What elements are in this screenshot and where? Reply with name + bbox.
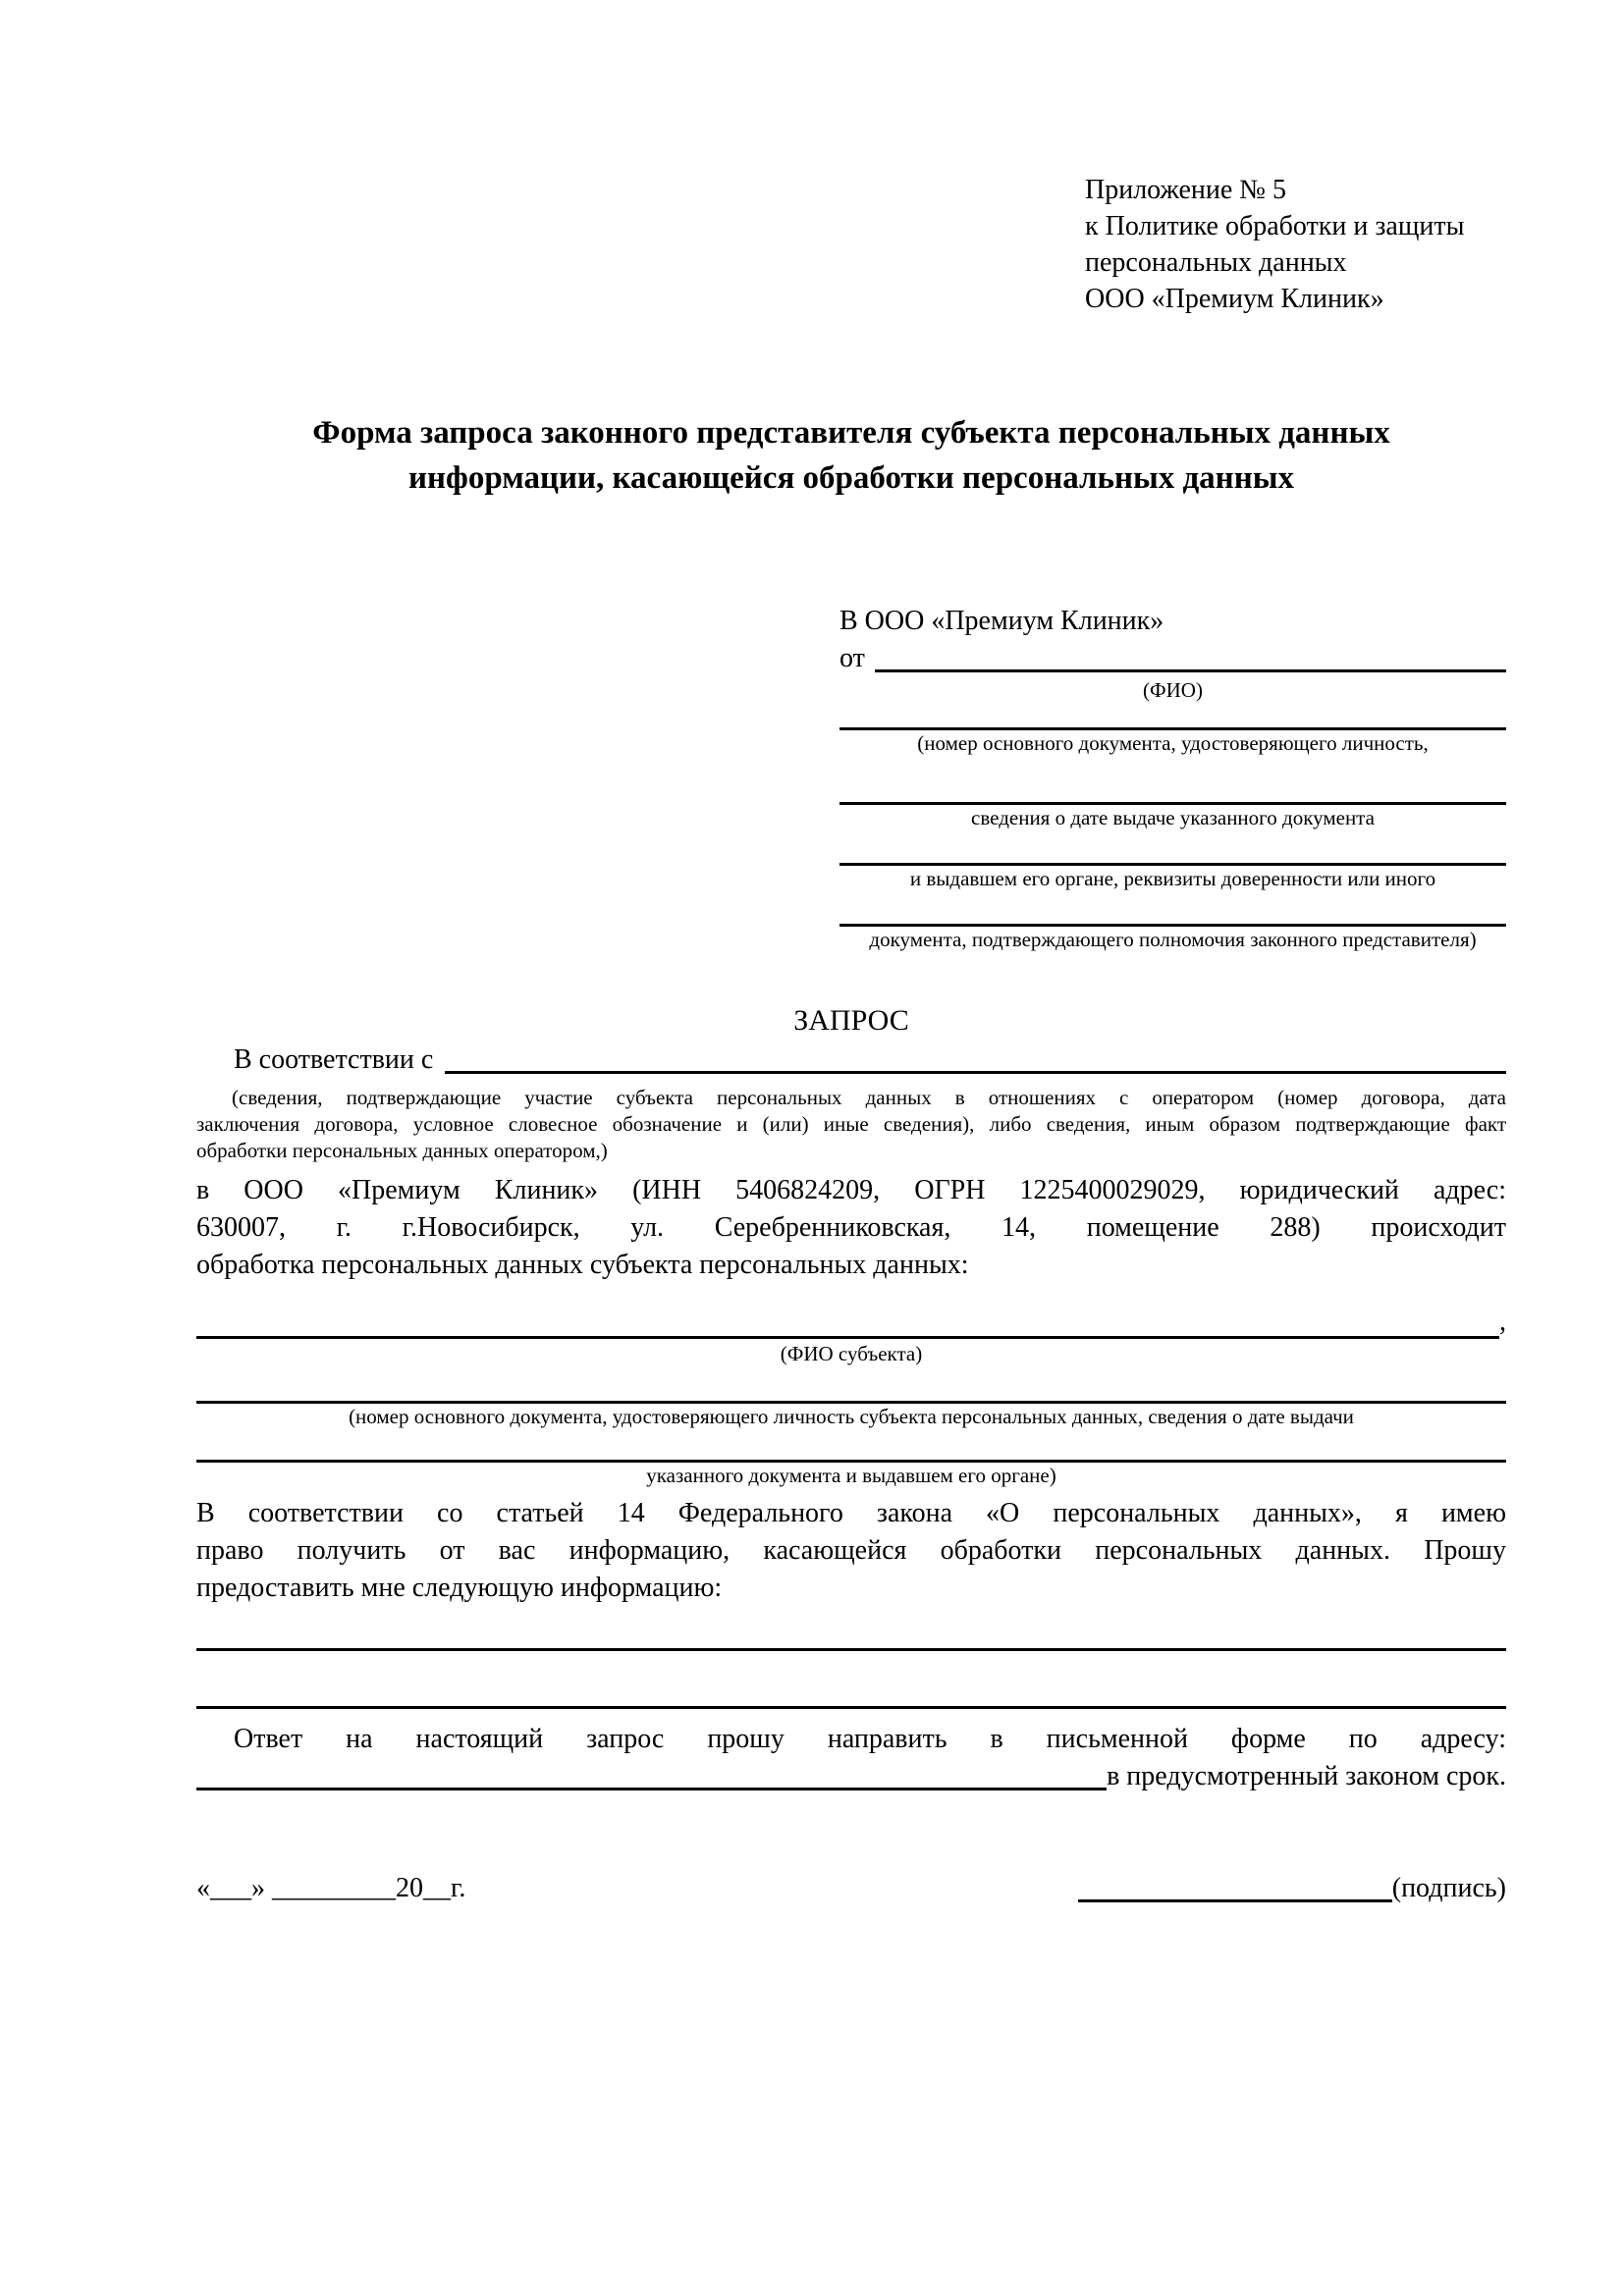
request-heading: ЗАПРОС xyxy=(793,1004,909,1037)
subject-doc-caption: указанного документа и выдавшем его органе) xyxy=(646,1464,1056,1487)
rights-paragraph xyxy=(196,1495,1506,1607)
addressee-to: В ООО «Премиум Клиник» xyxy=(839,606,1164,636)
field-group xyxy=(839,757,1506,831)
fill-line-subject-fio xyxy=(196,1336,1499,1339)
subject-doc-group xyxy=(196,1430,1506,1489)
intro-caption xyxy=(196,1085,1506,1164)
signature-group xyxy=(1078,1870,1506,1907)
fill-line-issuing-authority xyxy=(839,831,1506,866)
subject-fio-caption: (ФИО субъекта) xyxy=(780,1342,923,1365)
fill-line-doc-number xyxy=(839,704,1506,730)
fill-line-requested-info-2 xyxy=(196,1651,1506,1709)
rights-paragraph-line: В соответствии со статьей 14 Федерального закона «О персональных данных», я имею xyxy=(196,1498,1506,1528)
fill-line-signature xyxy=(1078,1899,1392,1902)
date-blank: «___» _________20__г. xyxy=(196,1873,466,1903)
field-group xyxy=(839,831,1506,892)
reply-address-row xyxy=(196,1758,1506,1795)
fill-line-subject-doc-issuer xyxy=(196,1430,1506,1463)
field-group xyxy=(839,704,1506,757)
operator-paragraph-line: обработка персональных данных субъекта персональных данных: xyxy=(196,1250,969,1280)
intro-row xyxy=(196,1041,1506,1079)
subject-line-suffix: , xyxy=(1499,1307,1506,1337)
subject-fio-row xyxy=(196,1304,1506,1341)
field-caption: (номер основного документа, удостоверяющего личность, xyxy=(917,731,1429,755)
operator-paragraph xyxy=(196,1172,1506,1284)
subject-doc-group xyxy=(196,1367,1506,1430)
fill-line-fio xyxy=(875,669,1506,672)
addressee-block xyxy=(839,603,1506,953)
signature-caption: (подпись) xyxy=(1391,1873,1506,1903)
reply-paragraph-tail: в предусмотренный законом срок. xyxy=(1107,1761,1506,1791)
intro-label: В соответствии с xyxy=(234,1044,434,1075)
subject-doc-caption: (номер основного документа, удостоверяющего личность субъекта персональных данных, сведения о дате выдачи xyxy=(349,1405,1354,1428)
page-title xyxy=(196,410,1506,501)
appendix-line: персональных данных xyxy=(1085,247,1347,278)
page-title-line: Форма запроса законного представителя субъекта персональных данных xyxy=(312,415,1390,451)
date-signature-row xyxy=(196,1870,1506,1907)
intro-caption-line: (сведения, подтверждающие участие субъекта персональных данных в отношениях с оператором (номер договора, дата xyxy=(232,1086,1506,1109)
rights-paragraph-line: право получить от вас информацию, касающейся обработки персональных данных. Прошу xyxy=(196,1535,1506,1566)
fill-line-basis xyxy=(445,1071,1506,1074)
reply-paragraph-line: Ответ на настоящий запрос прошу направить в письменной форме по адресу: xyxy=(234,1724,1506,1754)
fill-line-poa-document xyxy=(839,892,1506,927)
fill-line-requested-info-1 xyxy=(196,1607,1506,1651)
fill-line-reply-address xyxy=(196,1788,1107,1790)
appendix-line: Приложение № 5 xyxy=(1085,175,1286,205)
field-caption: и выдавшем его органе, реквизиты доверенности или иного xyxy=(909,867,1436,890)
field-caption: документа, подтверждающего полномочия законного представителя) xyxy=(869,928,1477,951)
intro-caption-line: обработки персональных данных оператором,) xyxy=(196,1139,608,1162)
fill-line-issue-date xyxy=(839,757,1506,805)
rights-paragraph-line: предоставить мне следующую информацию: xyxy=(196,1573,723,1603)
intro-caption-line: заключения договора, условное словесное обозначение и (или) иные сведения), либо сведения, иным образом подтверждающие факт xyxy=(196,1112,1506,1136)
from-label: от xyxy=(839,643,865,673)
addressee-from-row xyxy=(839,640,1506,677)
appendix-line: к Политике обработки и защиты xyxy=(1085,211,1465,241)
operator-paragraph-line: в ООО «Премиум Клиник» (ИНН 5406824209, ОГРН 1225400029029, юридический адрес: xyxy=(196,1175,1506,1205)
page-title-line: информации, касающейся обработки персональных данных xyxy=(408,460,1294,496)
appendix-line: ООО «Премиум Клиник» xyxy=(1085,284,1384,314)
fill-line-subject-doc xyxy=(196,1367,1506,1404)
field-group xyxy=(839,892,1506,953)
fio-caption: (ФИО) xyxy=(1143,678,1203,702)
field-caption: сведения о дате выдаче указанного документа xyxy=(971,806,1375,829)
reply-paragraph xyxy=(196,1721,1506,1795)
operator-paragraph-line: 630007, г. г.Новосибирск, ул. Серебренниковская, 14, помещение 288) происходит xyxy=(196,1212,1506,1243)
appendix-header xyxy=(1085,172,1506,317)
